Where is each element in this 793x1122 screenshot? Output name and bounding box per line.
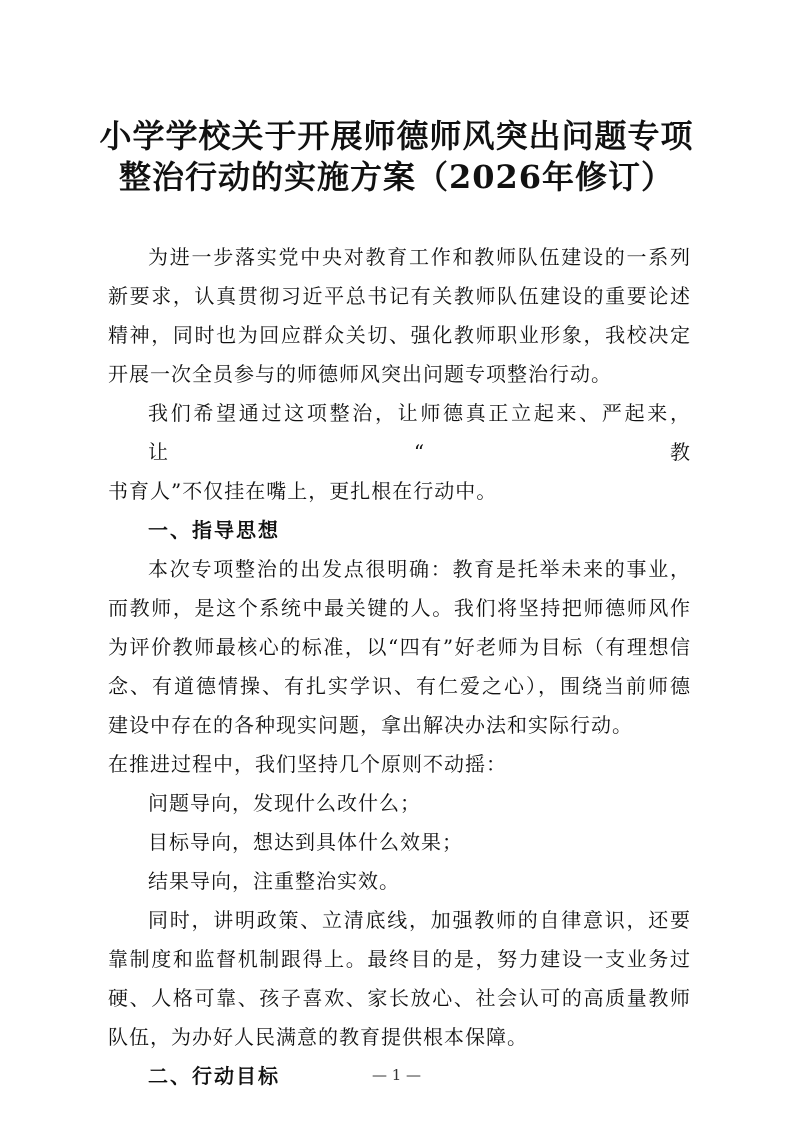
paragraph-line: 建设中存在的各种现实问题，拿出解决办法和实际行动。 [108,713,633,737]
paragraph-line: 念、有道德情操、有扎实学识、有仁爱之心），围绕当前师德 [108,674,691,698]
paragraph-line: 我们希望通过这项整治，让师德真正立起来、严起来，让“教 [148,401,691,464]
paragraph-line: 开展一次全员参与的师德师风突出问题专项整治行动。 [108,362,612,386]
title-line-1: 小学学校关于开展师德师风突出问题专项 [99,117,694,155]
paragraph-line: 精神，同时也为回应群众关切、强化教师职业形象，我校决定 [108,323,691,347]
paragraph-line: 队伍，为办好人民满意的教育提供根本保障。 [108,1025,528,1049]
paragraph-line: 在推进过程中，我们坚持几个原则不动摇： [108,752,507,776]
paragraph-line: 靠制度和监督机制跟得上。最终目的是，努力建设一支业务过 [108,947,691,971]
section-heading: 二、行动目标 [148,1064,280,1088]
page-number: — 1 — [371,1066,422,1084]
paragraph-line: 为进一步落实党中央对教育工作和教师队伍建设的一系列 [148,245,691,269]
paragraph-line: 书育人”不仅挂在嘴上，更扎根在行动中。 [108,479,498,503]
paragraph-line: 为评价教师最核心的标准，以“四有”好老师为目标（有理想信 [108,635,691,659]
paragraph-line: 而教师，是这个系统中最关键的人。我们将坚持把师德师风作 [108,596,691,620]
title-line-2: 整治行动的实施方案（2026年修订） [118,158,675,196]
paragraph-line: 硬、人格可靠、孩子喜欢、家长放心、社会认可的高质量教师 [108,986,691,1010]
paragraph-line: 新要求，认真贯彻习近平总书记有关教师队伍建设的重要论述 [108,284,691,308]
document-title [0,116,793,198]
section-heading: 一、指导思想 [148,518,280,542]
paragraph-line: 目标导向，想达到具体什么效果； [148,830,463,854]
paragraph-line: 结果导向，注重整治实效。 [148,869,400,893]
paragraph-line: 同时，讲明政策、立清底线，加强教师的自律意识，还要 [148,908,691,932]
document-body [108,238,691,1096]
paragraph-line: 本次专项整治的出发点很明确：教育是托举未来的事业， [148,557,691,581]
paragraph-line: 问题导向，发现什么改什么； [148,791,421,815]
